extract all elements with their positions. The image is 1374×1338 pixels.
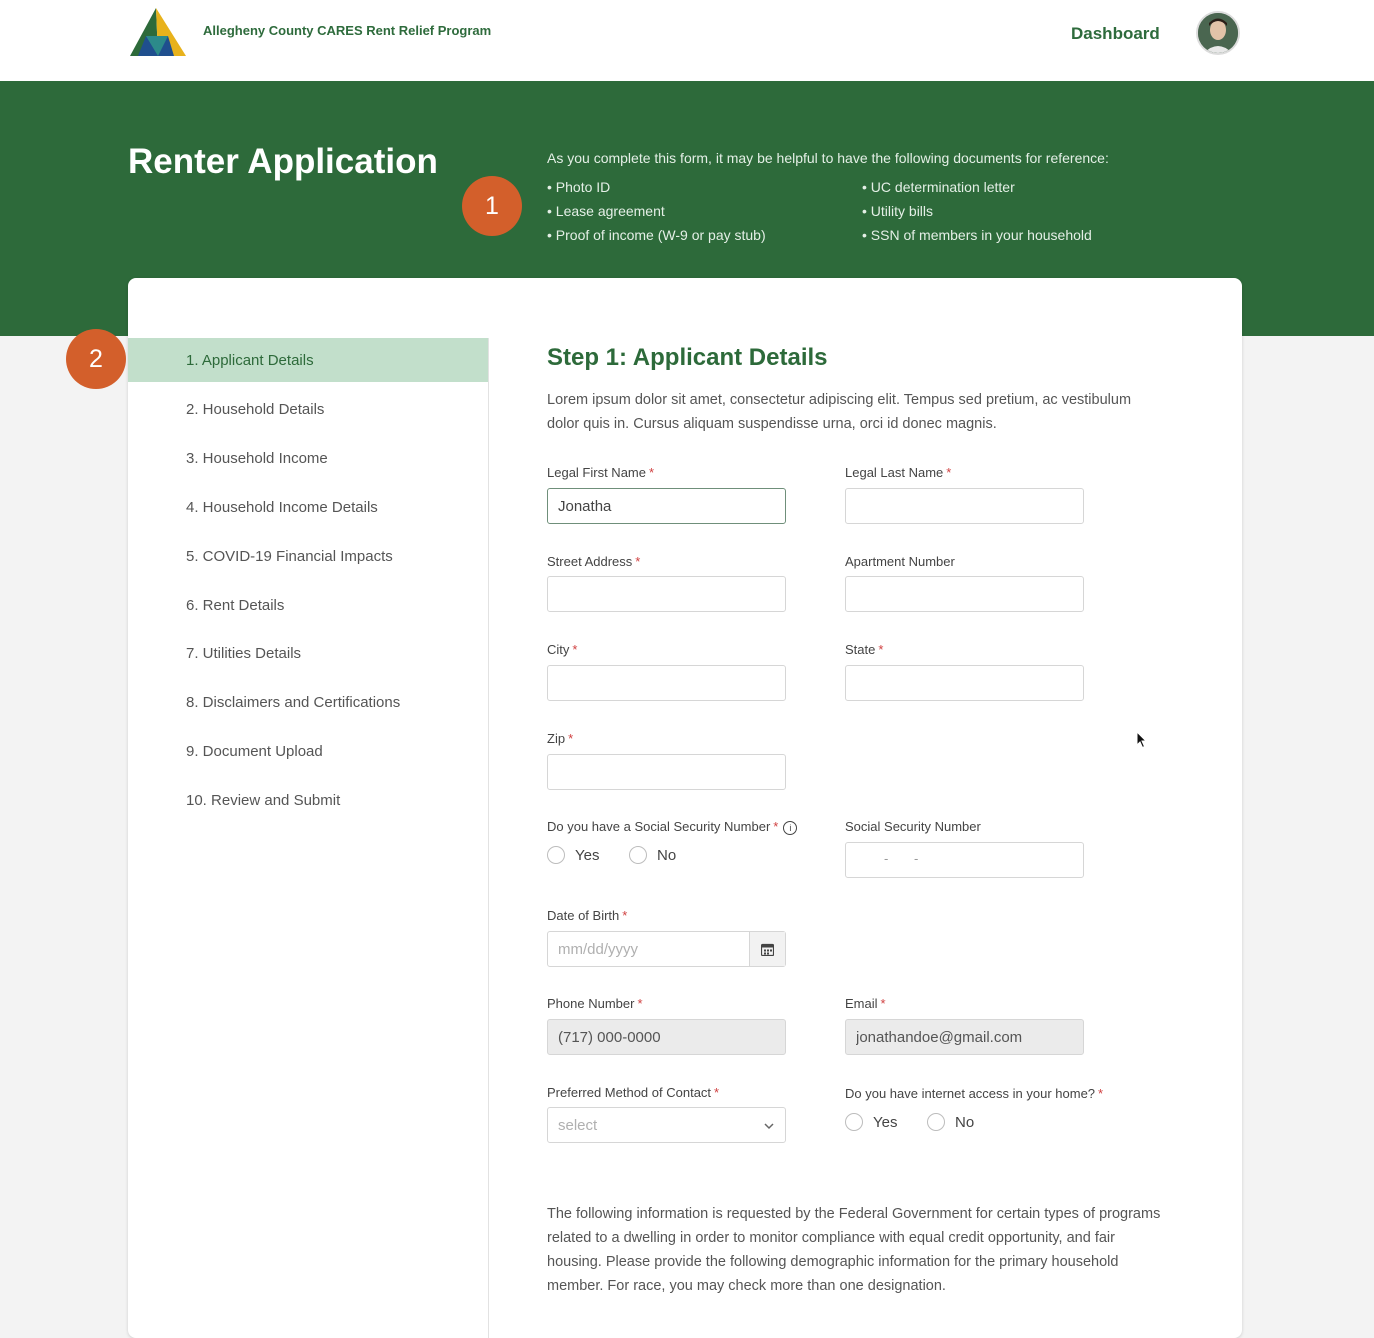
dashboard-link[interactable]: Dashboard (1071, 24, 1160, 43)
has-ssn-yes-radio[interactable] (547, 846, 599, 864)
last-name-input[interactable] (845, 488, 1084, 524)
top-navbar (0, 0, 1374, 81)
documents-intro: As you complete this form, it may be helpful to have the following documents for reference: (547, 150, 1109, 166)
callout-badge-1: 1 (462, 176, 522, 236)
phone-label: Phone Number * (547, 996, 643, 1011)
avatar[interactable] (1196, 11, 1240, 55)
sidebar-step-covid-impacts[interactable]: 5. COVID-19 Financial Impacts (186, 547, 393, 565)
document-item: • UC determination letter (862, 179, 1015, 195)
steps-sidebar (128, 338, 489, 1338)
phone-input[interactable] (547, 1019, 786, 1055)
calendar-button[interactable] (749, 932, 785, 966)
internet-no-radio[interactable] (927, 1113, 974, 1131)
document-item: • SSN of members in your household (862, 227, 1092, 243)
sidebar-step-applicant-details[interactable]: 1. Applicant Details (128, 338, 488, 382)
radio-label: Yes (873, 1113, 898, 1131)
radio-label: No (955, 1113, 975, 1131)
first-name-label: Legal First Name * (547, 465, 655, 480)
zip-input[interactable] (547, 754, 786, 790)
dob-label: Date of Birth * (547, 908, 628, 923)
sidebar-step-review-submit[interactable]: 10. Review and Submit (186, 791, 341, 809)
document-item: • Proof of income (W-9 or pay stub) (547, 227, 766, 243)
info-icon[interactable]: i (783, 821, 797, 835)
ssn-label: Social Security Number (845, 819, 981, 834)
document-item: • Utility bills (862, 203, 933, 219)
email-label: Email * (845, 996, 886, 1011)
step-heading: Step 1: Applicant Details (547, 344, 828, 371)
sidebar-step-rent-details[interactable]: 6. Rent Details (186, 596, 285, 614)
radio-circle[interactable] (547, 846, 565, 864)
step-intro-text: Lorem ipsum dolor sit amet, consectetur adipiscing elit. Tempus sed pretium, ac vestibulum dolor quis in. Cursus aliquam suspendisse urna, orci id donec magnis. (547, 392, 1132, 432)
sidebar-step-document-upload[interactable]: 9. Document Upload (186, 742, 323, 760)
email-input[interactable] (845, 1019, 1084, 1055)
state-input[interactable] (845, 665, 1084, 701)
has-ssn-no-radio[interactable] (629, 846, 676, 864)
calendar-icon (761, 943, 774, 956)
radio-circle[interactable] (629, 846, 647, 864)
radio-circle[interactable] (927, 1113, 945, 1131)
state-label: State * (845, 642, 884, 657)
callout-badge-2: 2 (66, 329, 126, 389)
internet-access-label: Do you have internet access in your home? * (845, 1086, 1104, 1101)
logo-icon[interactable] (128, 6, 188, 58)
apartment-number-input[interactable] (845, 576, 1084, 612)
dob-input[interactable] (548, 932, 751, 966)
ssn-separator: - (884, 851, 889, 866)
ssn-separator: - (914, 851, 919, 866)
document-item: • Photo ID (547, 179, 610, 195)
street-address-label: Street Address * (547, 554, 641, 569)
select-placeholder: select (558, 1117, 598, 1134)
contact-method-label: Preferred Method of Contact * (547, 1085, 720, 1100)
city-input[interactable] (547, 665, 786, 701)
radio-circle[interactable] (845, 1113, 863, 1131)
contact-method-select[interactable] (547, 1107, 786, 1143)
sidebar-step-household-details[interactable]: 2. Household Details (186, 400, 325, 418)
ssn-input[interactable] (845, 842, 1084, 878)
brand-name: Allegheny County CARES Rent Relief Program (203, 23, 492, 38)
street-address-input[interactable] (547, 576, 786, 612)
chevron-down-icon (763, 1117, 775, 1135)
cursor-icon (1136, 731, 1148, 749)
apartment-number-label: Apartment Number (845, 554, 955, 569)
dob-field (547, 931, 786, 967)
radio-label: Yes (575, 846, 600, 864)
internet-yes-radio[interactable] (845, 1113, 897, 1131)
document-item: • Lease agreement (547, 203, 665, 219)
sidebar-step-disclaimers[interactable]: 8. Disclaimers and Certifications (186, 693, 401, 711)
has-ssn-label: Do you have a Social Security Number * i (547, 819, 797, 835)
sidebar-step-utilities-details[interactable]: 7. Utilities Details (186, 644, 302, 662)
page-title: Renter Application (128, 142, 438, 181)
form-card (128, 278, 1242, 1338)
city-label: City * (547, 642, 578, 657)
radio-label: No (657, 846, 677, 864)
sidebar-step-household-income-details[interactable]: 4. Household Income Details (186, 498, 378, 516)
zip-label: Zip * (547, 731, 574, 746)
sidebar-step-household-income[interactable]: 3. Household Income (186, 449, 328, 467)
first-name-input[interactable] (547, 488, 786, 524)
last-name-label: Legal Last Name * (845, 465, 952, 480)
demographics-info-text: The following information is requested by the Federal Government for certain types of programs related to a dwelling in order to monitor compliance with equal credit opportunity, and fair housing. Please provide the following demographic information for the primary household member. For race, you may check more than one designation. (547, 1206, 1161, 1294)
